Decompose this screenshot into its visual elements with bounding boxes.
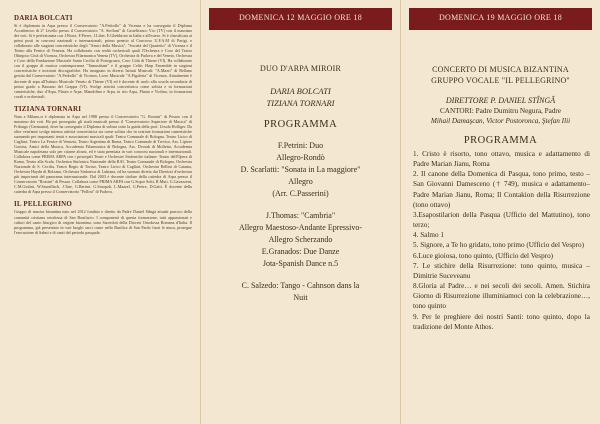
program-item: 2. Il canone della Domenica di Pasqua, tono primo, testo – San Giovanni Damesceno († 749), musica e adattamento– Padre Marian Jianu, Roma; Il Contakion della Risurrezione (tono ottavo) — [413, 170, 590, 209]
concert-title: CONCERTO DI MUSICA BIZANTINA — [432, 65, 569, 74]
date-banner: DOMENICA 12 MAGGIO ORE 18 — [209, 8, 392, 30]
program-spacer — [201, 200, 400, 210]
program-line: C. Salzedo: Tango - Cahnson dans la — [241, 281, 360, 290]
program-line: Nuit — [293, 293, 308, 302]
concert-may-19-column — [400, 0, 600, 424]
program-line: Allegro-Rondò — [276, 153, 325, 162]
program-list — [401, 149, 600, 332]
concert-may-12-column — [200, 0, 400, 424]
program-line: (Arr. C.Passerini) — [272, 189, 329, 198]
bio-section-pellegrino — [14, 200, 192, 234]
cantors-line: Mihail Damaşcan, Victor Postoronca, Ştefan Ilii — [430, 117, 571, 125]
program-item: 9. Per le preghiere dei nostri Santi: tono quinto, dopo la tradizione del Monte Athos. — [413, 312, 590, 331]
program-item: 5. Signore, a Te ho gridato, tono primo (Ufficio del Vespro) — [413, 241, 584, 250]
bio-section-bolcati — [14, 14, 192, 99]
group-title: GRUPPO VOCALE "IL PELLEGRINO" — [431, 76, 570, 85]
ensemble-name: DUO D'ARPA MIROIR — [259, 64, 341, 73]
performer-name: TIZIANA TORNARI — [266, 98, 335, 108]
program-spacer — [201, 270, 400, 280]
bio-text: Gruppo di musica bizantina nato nel 2012 fondato e diretto da Padre Daniel Stîngă attuale parroco della comunità cristiana ortodossa di San Bonifacio. I componenti di questa formazione, tutti appassionati e cultori del canto liturgico di origine bizantina, sono Sacerdoti della Diocesi Ortodossa Romena d'Italia. Il programma, già presentato in vari luoghi sacri come nella Basilica di San Paolo fuori le mura, prosegue l'esecuzione di Salmi e di canti del periodo pasquale. — [14, 209, 192, 235]
cantors-line — [401, 106, 600, 116]
program-line: E.Granados: Due Danze — [261, 247, 340, 256]
date-banner: DOMENICA 19 MAGGIO ORE 18 — [409, 8, 592, 30]
program-line: Allegro Maestoso-Andante Epressivo- — [238, 223, 363, 232]
program-item: 4. Salmo 1 — [413, 231, 444, 240]
program-list — [201, 140, 400, 304]
program-item: 6.Luce gioiosa, tono quinto, (Ufficio del Vespro) — [413, 251, 554, 260]
program-title: PROGRAMMA — [463, 135, 538, 146]
program-item: 8.Gloria al Padre… e nei secoli dei secoli. Amen. Stichira Giorno di Risurrezione illuminiamoci con la celebrazione…, tono quinto — [413, 282, 590, 311]
bio-title: IL PELLEGRINO — [14, 200, 73, 209]
bio-text: Si è diplomata in Arpa presso il Conservatorio "A.Pedrollo" di Vicenza e ha conseguito il Diploma Accademico di 2° Livello presso il Conservatorio "A. Steffani" di Castelfranco V.to (TV) con il massimo dei voti. Si è perfezionata con J.Borot, F.Pierre, J.Liber, E.Ghebbioni in Italia e all'estero. Si è classificata ai primi posti in concorsi nazionali e internazionali, primo premio al Concorso U.F.A.M di Parigi, e collaborato alle stagioni concertistiche degli "Amici della Musica", "Società del Quartetto" di Vicenza e il Teatro alla Fenice di Venezia. Ha collaborato con realtà orchestrali quali l'Orchestra e Coro del Teatro Olimpico Città di Vicenza, Orchestra Filarmonica Veneta (TV), Orchestra di Padova e del Veneto, Orchestra e Coro della Fondazione Musicale Santa Cecilia di Portogruaro, Coro Città di Thiene (VI). Ha collaborato con il gruppo di musica contemporanea "Tamusittam" e il gruppo Celtic Harp Ensemble in stagioni concertistiche e incisioni discografiche. Ha insegnato in diversi Istituti Musicali: "A.Mazri" di Bellano gestita dal Conservatorio "A.Pedrollo" di Vicenza, Liceo Musicale "A.Pigafetta" di Vicenza. Attualmente è docente di arpa all'Istituto Musicale Veneto di Thiene (VI) ed è docente di ruolo alla scuola secondaria di primo grado a Bassano del Grappa (VI). Svolge attività concertistica come solista e in formazioni cameristiche, duo d'Arpa, Flauto e Arpa, Mandolino e Arpa, in trio Arpa, Flauto e Violino, in formazioni corali e orchestrali. — [14, 23, 192, 99]
program-item: 7. Le stichire della Risurrezione: tono quinto, musica – Dimitrie Suceveanu — [413, 261, 590, 280]
performer-name: DARIA BOLCATI — [270, 86, 331, 96]
program-line: D. Scarlatti: "Sonata in La maggiore" — [240, 165, 361, 174]
program-title: PROGRAMMA — [263, 119, 338, 130]
bio-text: Nata a Milano,si è diplomata in Arpa nel 1988 presso il Conservatorio "G. Rossini" di Pesaro con il massimo dei voti. Ha poi proseguito gli studi musicali presso il "Conservatorio Superiore di Musica" di Friburgo (Germania), dove ha conseguito il Diploma di solista sotto la guida della prof. Ursula Holliger. Da oltre vent'anni svolge intensa attività concertistica sia come solista che in svariate formazioni cameristiche suonando per importanti teatri e associazioni musicali quali: Teatro Comunale di Bologna, Teatro Lirico di Cagliari, Teatro La Fenice di Venezia, Teatro Argentina di Roma, Teatro Comunale di Treviso, Ass. Lipizer Gorizia, Amici della Musica, Accademia Filarmonica di Bologna, Ass. Dvorak di Molfetta, Accademia Musicale napoletana solo per citarne alcuni, ed è stata premiata in vari concorsi nazionali e internazionali. Collabora come PRIMA ARPA con i principali Teatri e Orchestre Sinfoniche italiane: Teatro dell'Opera di Roma, Teatro alla Scala, Orchestra Sinfonica Nazionale della RAI, Teatro Comunale di Bologna, Orchestra Nazionale di S. Cecilia, Teatro Regio di Torino, Teatro Lirico di Cagliari, Orchestra Bellini di Catania, Orchestra Haydn di Bolzano, Orchestra Sinfonica di Lubiana, ed ha suonato diretta dai Direttori d'orchestra più importanti del panorama internazionale. Dal 2003 è docente titolare della cattedra di Arpa presso il Conservatorio "Rossini" di Pesaro. Collabora come PRIMA ARPA con G.Sopor Solti, R.Muti, G.Gavazzeni, C.M.Giulini, W.Sawallisch, J.Tate, G.Bertini, G.Sinopoli, L.Maazel, G.Pretre, D.Gatti. È docente della cattedra di Arpa presso il Conservatorio "Pollini" di Padova. — [14, 113, 192, 195]
program-line: Allegro — [288, 177, 313, 186]
program-line: Allegro Scherzando — [268, 235, 333, 244]
program-item: 3.Esapostilarion della Pasqua (Ufficio del Mattutino), tono terzo; — [413, 210, 590, 230]
biographies-column — [0, 0, 200, 424]
cantors-text: CANTORI: Padre Dumitru Negura, Padre — [439, 107, 562, 115]
program-line: J.Thomas: "Cambria" — [265, 211, 336, 220]
bio-section-tornari — [14, 105, 192, 195]
director-line: DIRETTORE P. DANIEL STÎNGĂ — [445, 96, 556, 105]
program-line: Jota-Spanish Dance n.5 — [262, 259, 339, 268]
program-item: 1. Cristo è risorto, tono ottavo, musica e adattamento di Padre Marian Jianu, Roma — [413, 150, 590, 169]
program-line: F.Petrini: Duo — [277, 141, 324, 150]
bio-title: DARIA BOLCATI — [14, 14, 73, 22]
bio-title: TIZIANA TORNARI — [14, 104, 82, 113]
